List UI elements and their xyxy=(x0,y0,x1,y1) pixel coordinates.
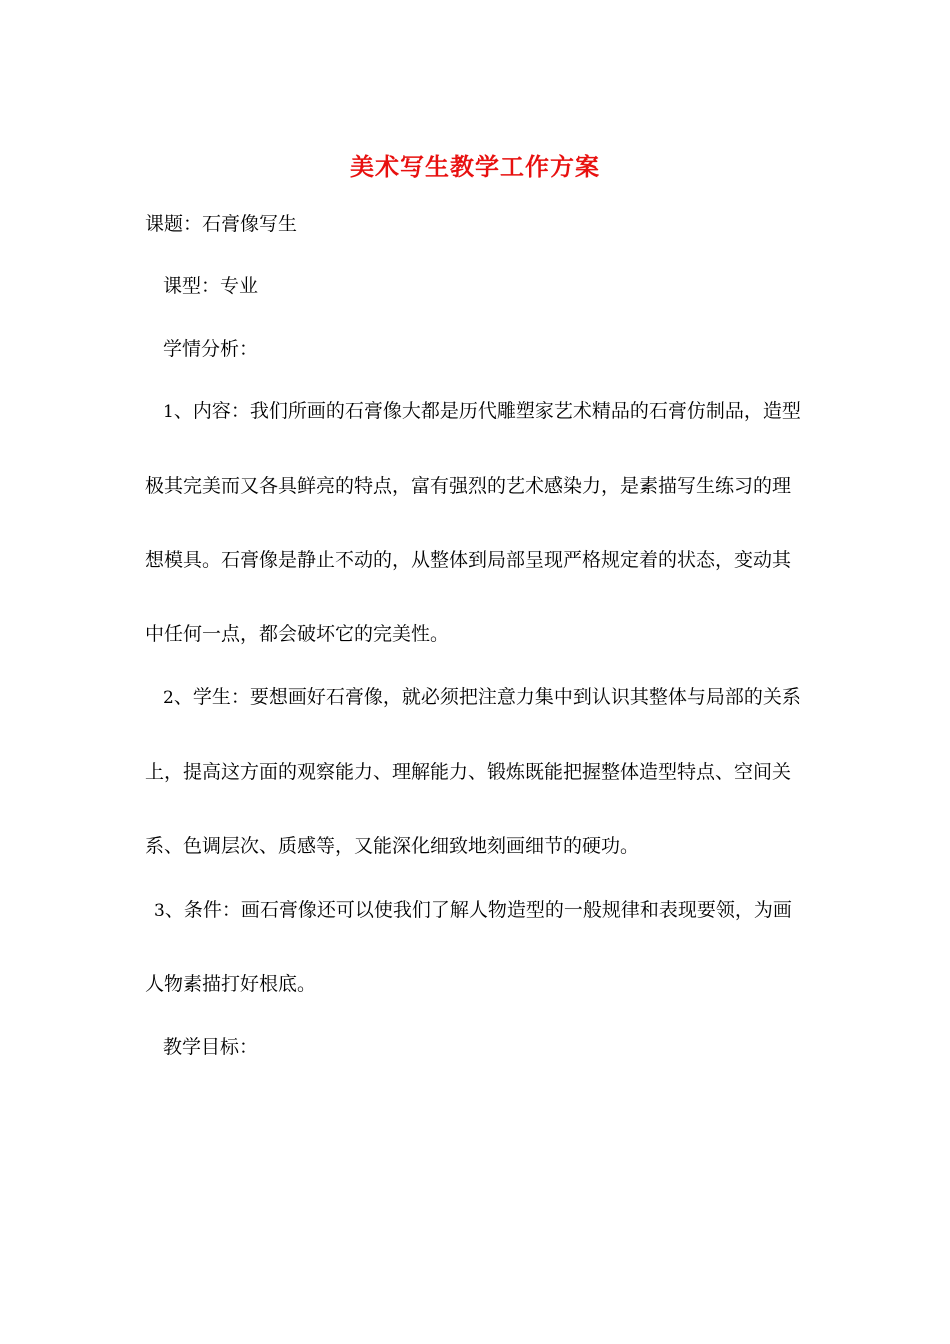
document-title: 美术写生教学工作方案 xyxy=(350,152,600,181)
item3-first-line xyxy=(154,896,792,925)
item3-lead-text: 、条件：画石膏像还可以使我们了解人物造型的一般规律和表现要领，为画 xyxy=(164,899,792,921)
course-type-line: 课型：专业 xyxy=(163,275,259,297)
item1-first-line xyxy=(163,397,801,426)
item2-lead-text: 、学生：要想画好石膏像，就必须把注意力集中到认识其整体与局部的关系 xyxy=(173,686,801,708)
item3-number: 3 xyxy=(154,901,165,921)
item1-number: 1 xyxy=(163,402,174,422)
item1-line3: 想模具。石膏像是静止不动的，从整体到局部呈现严格规定着的状态，变动其 xyxy=(145,549,792,571)
item2-number: 2 xyxy=(163,688,174,708)
item2-first-line xyxy=(163,683,801,712)
item2-line2: 上，提高这方面的观察能力、理解能力、锻炼既能把握整体造型特点、空间关 xyxy=(145,761,792,783)
item3-line2: 人物素描打好根底。 xyxy=(145,973,317,995)
item1-lead-text: 、内容：我们所画的石膏像大都是历代雕塑家艺术精品的石膏仿制品，造型 xyxy=(173,400,801,422)
analysis-heading: 学情分析： xyxy=(163,338,259,360)
goals-heading: 教学目标： xyxy=(163,1036,259,1058)
item1-line2: 极其完美而又各具鲜亮的特点，富有强烈的艺术感染力，是素描写生练习的理 xyxy=(145,475,792,497)
item1-line4: 中任何一点，都会破坏它的完美性。 xyxy=(145,623,450,645)
item2-line3: 系、色调层次、质感等，又能深化细致地刻画细节的硬功。 xyxy=(145,835,640,857)
topic-line: 课题：石膏像写生 xyxy=(145,213,298,235)
